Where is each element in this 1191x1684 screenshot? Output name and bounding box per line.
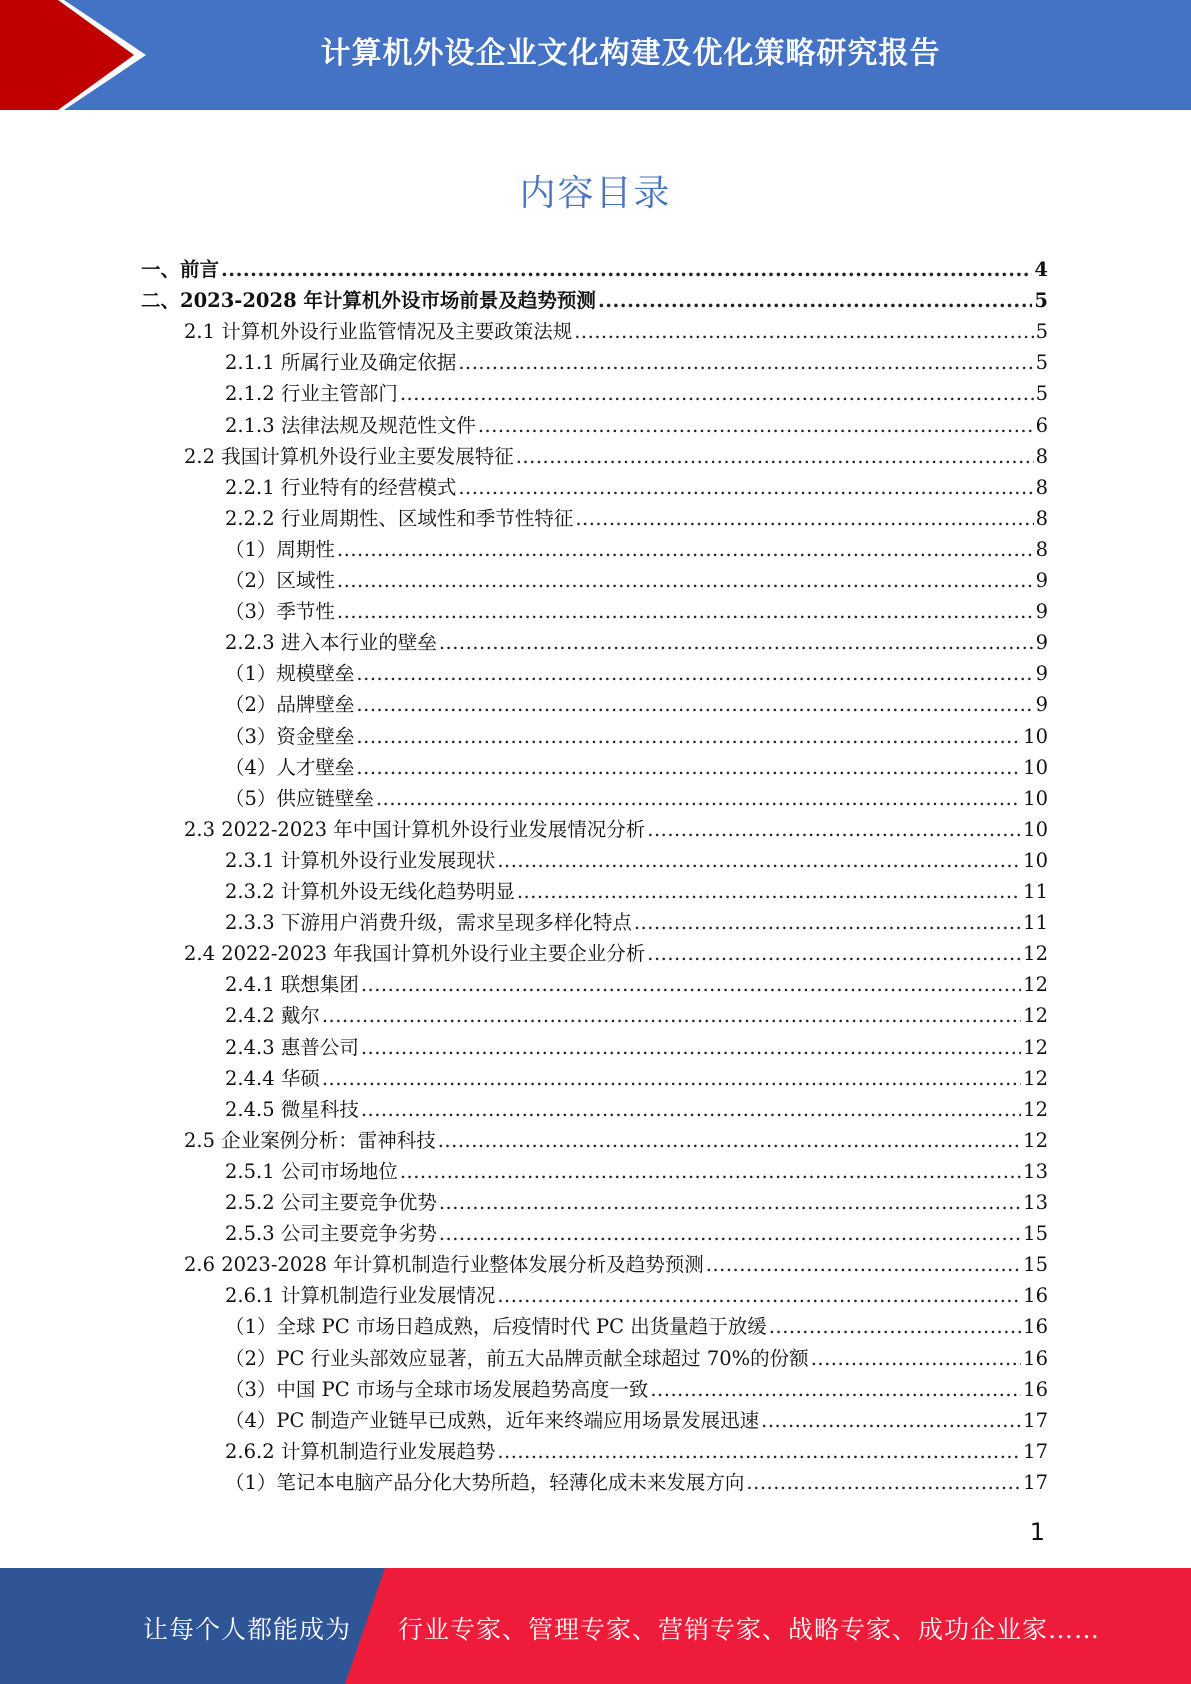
toc-entry-page: 5 (1035, 320, 1048, 344)
toc-entry[interactable] (225, 503, 1048, 534)
toc-entry-page: 15 (1023, 1253, 1048, 1277)
toc-entry[interactable] (225, 721, 1048, 752)
toc-entry-page: 10 (1023, 848, 1048, 872)
toc-entry-title: 2.5.2 公司主要竞争优势 (225, 1191, 437, 1214)
toc-entry[interactable] (225, 1094, 1048, 1125)
toc-entry-page: 16 (1023, 1284, 1048, 1308)
toc-entry[interactable] (141, 254, 1048, 285)
toc-entry-title: 2.2 我国计算机外设行业主要发展特征 (184, 444, 514, 468)
toc-entry[interactable] (225, 565, 1048, 596)
toc-entry-title: （3）季节性 (225, 600, 335, 624)
toc-entry-page: 10 (1023, 786, 1048, 810)
toc-leader-dots (337, 534, 1034, 565)
toc-entry-title: 一、前言 (141, 258, 220, 281)
red-arrow-icon (0, 0, 160, 110)
toc-entry-title: （2）PC 行业头部效应显著，前五大品牌贡献全球超过 70%的份额 (225, 1346, 809, 1370)
toc-entry[interactable] (184, 814, 1048, 845)
toc-entry-page: 8 (1035, 506, 1048, 530)
toc-entry[interactable] (225, 1032, 1048, 1063)
toc-entry-page: 9 (1035, 569, 1048, 592)
toc-entry[interactable] (225, 596, 1048, 627)
toc-entry-title: 2.1.1 所属行业及确定依据 (225, 351, 457, 375)
toc-leader-dots (439, 627, 1034, 658)
toc-entry-title: （4）PC 制造产业链早已成熟，近年来终端应用场景发展迅速 (225, 1408, 760, 1432)
toc-entry-title: 2.3 2022-2023 年中国计算机外设行业发展情况分析 (184, 817, 646, 841)
toc-leader-dots (769, 1311, 1021, 1342)
toc-entry-page: 4 (1034, 258, 1048, 281)
toc-entry[interactable] (225, 845, 1048, 876)
toc-entry-page: 5 (1035, 351, 1048, 375)
toc-leader-dots (650, 1374, 1021, 1405)
toc-leader-dots (647, 814, 1021, 845)
toc-leader-dots (400, 1156, 1021, 1187)
toc-entry-title: （2）品牌壁垒 (225, 693, 355, 717)
toc-leader-dots (322, 1000, 1021, 1031)
toc-entry-title: 2.5.3 公司主要竞争劣势 (225, 1222, 437, 1246)
toc-entry-page: 15 (1023, 1222, 1048, 1246)
toc-entry-page: 10 (1023, 724, 1048, 748)
toc-entry-page: 12 (1023, 942, 1048, 966)
toc-entry[interactable] (225, 410, 1048, 441)
toc-entry-title: （1）周期性 (225, 537, 335, 561)
toc-entry[interactable] (225, 907, 1048, 938)
toc-entry[interactable] (225, 627, 1048, 658)
toc-entry[interactable] (225, 1063, 1048, 1094)
toc-entry-title: 2.2.3 进入本行业的壁垒 (225, 631, 437, 655)
toc-entry-title: 2.3.1 计算机外设行业发展现状 (225, 848, 496, 872)
toc-entry-page: 11 (1023, 911, 1048, 935)
toc-entry-page: 8 (1035, 444, 1048, 468)
toc-entry-page: 17 (1023, 1470, 1048, 1494)
toc-entry[interactable] (184, 938, 1048, 969)
toc-entry[interactable] (184, 1125, 1048, 1156)
toc-entry-title: 2.1 计算机外设行业监管情况及主要政策法规 (184, 320, 573, 344)
toc-entry[interactable] (225, 1280, 1048, 1311)
toc-entry[interactable] (184, 441, 1048, 472)
toc-leader-dots (376, 783, 1021, 814)
toc-leader-dots (400, 378, 1034, 409)
toc-entry[interactable] (225, 876, 1048, 907)
toc-leader-dots (438, 1125, 1021, 1156)
toc-heading: 内容目录 (519, 173, 672, 214)
toc-entry-title: （1）笔记本电脑产品分化大势所趋，轻薄化成未来发展方向 (225, 1470, 745, 1494)
toc-entry-page: 12 (1023, 1035, 1048, 1059)
page-number: 1 (1029, 1518, 1045, 1546)
toc-leader-dots (458, 472, 1033, 503)
toc-entry[interactable] (225, 1311, 1048, 1342)
toc-entry-page: 16 (1023, 1315, 1048, 1339)
toc-entry-page: 6 (1035, 413, 1048, 437)
toc-entry-title: 2.6.1 计算机制造行业发展情况 (225, 1284, 496, 1308)
toc-entry-title: （4）人才壁垒 (225, 755, 355, 779)
toc-entry-title: 2.2.1 行业特有的经营模式 (225, 475, 457, 499)
toc-entry-title: 2.4.3 惠普公司 (225, 1035, 359, 1059)
toc-entry[interactable] (225, 658, 1048, 689)
toc-entry-page: 11 (1023, 880, 1048, 903)
toc-entry-page: 8 (1035, 475, 1048, 499)
toc-leader-dots (634, 907, 1021, 938)
toc-entry-page: 12 (1023, 1128, 1048, 1152)
toc-leader-dots (516, 441, 1034, 472)
toc-leader-dots (361, 1032, 1021, 1063)
toc-entry[interactable] (225, 1187, 1048, 1218)
toc-leader-dots (356, 752, 1021, 783)
toc-leader-dots (761, 1405, 1021, 1436)
toc-entry-title: 2.1.3 法律法规及规范性文件 (225, 413, 476, 437)
toc-leader-dots (647, 938, 1021, 969)
toc-leader-dots (337, 565, 1034, 596)
toc-entry-page: 12 (1023, 1097, 1048, 1121)
toc-entry-title: 2.3.2 计算机外设无线化趋势明显 (225, 880, 515, 903)
toc-leader-dots (478, 410, 1034, 441)
toc-entry[interactable] (225, 472, 1048, 503)
toc-entry-title: （3）资金壁垒 (225, 724, 355, 748)
toc-entry-title: 2.6 2023-2028 年计算机制造行业整体发展分析及趋势预测 (184, 1253, 704, 1277)
toc-entry-title: 2.6.2 计算机制造行业发展趋势 (225, 1439, 496, 1463)
toc-entry-title: 2.2.2 行业周期性、区域性和季节性特征 (225, 506, 574, 530)
toc-entry-title: 2.5.1 公司市场地位 (225, 1159, 398, 1183)
toc-leader-dots (458, 347, 1033, 378)
toc-entry-page: 13 (1023, 1159, 1048, 1183)
toc-entry-title: 2.4.5 微星科技 (225, 1097, 359, 1121)
toc-entry-page: 13 (1023, 1191, 1048, 1214)
toc-entry-page: 17 (1023, 1439, 1048, 1463)
toc-leader-dots (746, 1467, 1021, 1498)
footer-slogan-right: 行业专家、管理专家、营销专家、战略专家、成功企业家…… (398, 1615, 1101, 1644)
toc-entry-title: （3）中国 PC 市场与全球市场发展趋势高度一致 (225, 1377, 649, 1401)
toc-entry-title: （1）规模壁垒 (225, 662, 355, 686)
toc-entry-title: 2.4 2022-2023 年我国计算机外设行业主要企业分析 (184, 942, 646, 966)
toc-entry[interactable] (184, 1249, 1048, 1280)
toc-leader-dots (439, 1187, 1021, 1218)
toc-leader-dots (439, 1218, 1021, 1249)
toc-entry[interactable] (225, 347, 1048, 378)
toc-entry-page: 17 (1023, 1408, 1048, 1432)
toc-entry[interactable] (225, 378, 1048, 409)
toc-entry-title: （1）全球 PC 市场日趋成熟，后疫情时代 PC 出货量趋于放缓 (225, 1315, 767, 1339)
toc-leader-dots (497, 845, 1021, 876)
toc-entry-page: 5 (1034, 289, 1048, 313)
toc-entry[interactable] (225, 752, 1048, 783)
toc-entry[interactable] (225, 1467, 1048, 1498)
toc-entry-title: 2.4.2 戴尔 (225, 1004, 320, 1028)
toc-entry[interactable] (225, 783, 1048, 814)
toc-entry[interactable] (225, 969, 1048, 1000)
toc-entry-title: 2.4.1 联想集团 (225, 973, 359, 997)
toc-entry-page: 9 (1035, 600, 1048, 624)
toc-leader-dots (811, 1343, 1021, 1374)
toc-entry-page: 16 (1023, 1377, 1048, 1401)
toc-entry-page: 12 (1023, 1004, 1048, 1028)
toc-leader-dots (497, 1436, 1021, 1467)
toc-entry[interactable] (225, 1405, 1048, 1436)
toc-entry-page: 9 (1035, 631, 1048, 655)
toc-entry-page: 9 (1035, 662, 1048, 686)
toc-entry-page: 10 (1023, 755, 1048, 779)
toc-entry-title: 2.4.4 华硕 (225, 1066, 320, 1090)
toc-entry[interactable] (225, 1343, 1048, 1374)
report-header-banner (0, 0, 1191, 110)
toc-entry-page: 12 (1023, 973, 1048, 997)
footer-banner (0, 1568, 1191, 1684)
toc-entry-title: 2.3.3 下游用户消费升级，需求呈现多样化特点 (225, 911, 632, 935)
report-title: 计算机外设企业文化构建及优化策略研究报告 (320, 36, 941, 71)
toc-entry[interactable] (225, 1156, 1048, 1187)
toc-entry-page: 12 (1023, 1066, 1048, 1090)
toc-entry-title: 2.1.2 行业主管部门 (225, 382, 398, 406)
toc-entry[interactable] (225, 534, 1048, 565)
toc-leader-dots (598, 285, 1032, 316)
footer-slogan-left: 让每个人都能成为 (143, 1615, 352, 1644)
toc-entry-page: 10 (1023, 817, 1048, 841)
toc-leader-dots (575, 503, 1033, 534)
toc-entry-title: （5）供应链壁垒 (225, 786, 374, 810)
toc-entry[interactable] (225, 1218, 1048, 1249)
toc-entry[interactable] (225, 1000, 1048, 1031)
toc-entry-title: 2.5 企业案例分析：雷神科技 (184, 1128, 436, 1152)
toc-entry[interactable] (225, 1436, 1048, 1467)
toc-leader-dots (322, 1063, 1021, 1094)
toc-entry-page: 16 (1023, 1346, 1048, 1370)
toc-entry-title: （2）区域性 (225, 569, 335, 592)
toc-entry[interactable] (141, 285, 1048, 316)
toc-entry-page: 9 (1035, 693, 1048, 717)
toc-leader-dots (574, 316, 1033, 347)
toc-leader-dots (361, 1094, 1021, 1125)
toc-leader-dots (356, 721, 1021, 752)
toc-leader-dots (497, 1280, 1021, 1311)
toc-entry[interactable] (225, 689, 1048, 720)
toc-entry[interactable] (225, 1374, 1048, 1405)
toc-leader-dots (706, 1249, 1021, 1280)
toc-leader-dots (221, 254, 1032, 285)
toc-leader-dots (361, 969, 1021, 1000)
toc-leader-dots (356, 658, 1033, 689)
toc-leader-dots (337, 596, 1034, 627)
toc-leader-dots (517, 876, 1021, 907)
toc-leader-dots (356, 689, 1033, 720)
toc-entry-page: 5 (1035, 382, 1048, 406)
toc-entry-page: 8 (1035, 537, 1048, 561)
toc-entry[interactable] (184, 316, 1048, 347)
toc-entry-title: 二、2023-2028 年计算机外设市场前景及趋势预测 (141, 289, 596, 313)
